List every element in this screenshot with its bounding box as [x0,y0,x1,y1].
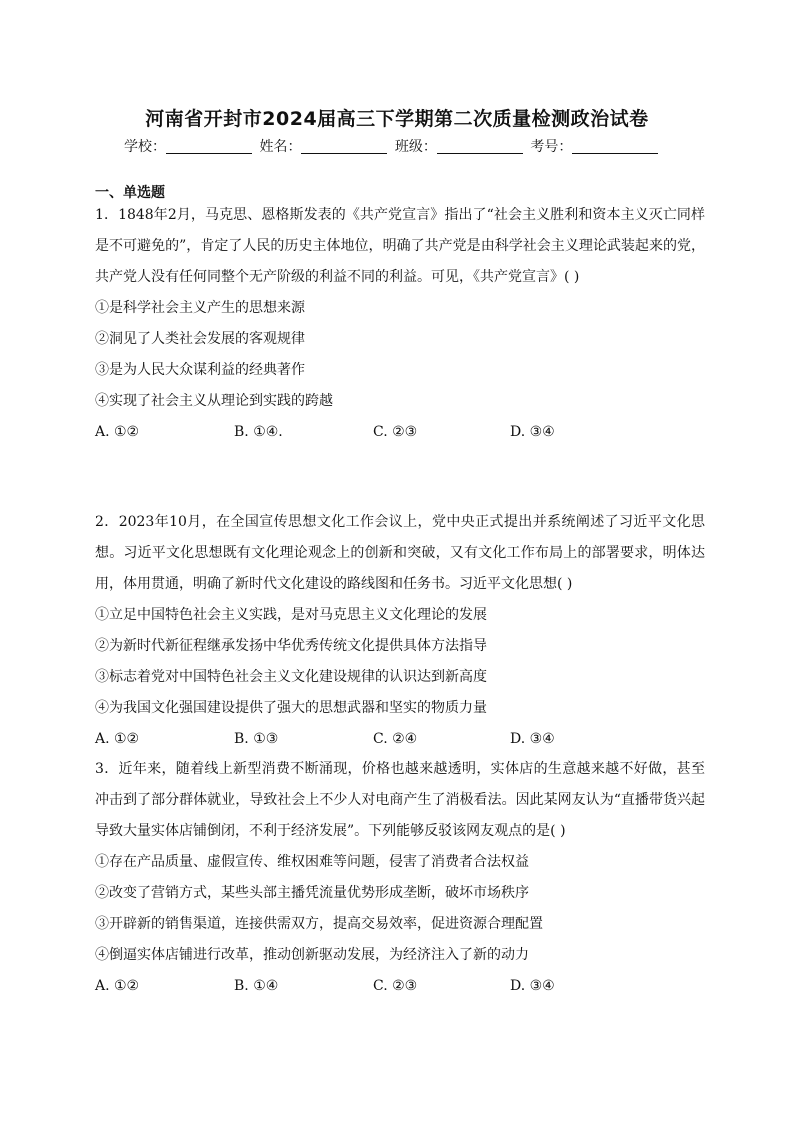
exam-number-blank [572,139,658,154]
choice-c: C. ②③ [373,424,418,440]
name-label: 姓名： [259,139,302,155]
statement-option: ①存在产品质量、虚假宣传、维权困难等问题，侵害了消费者合法权益 [95,854,529,870]
school-label: 学校： [124,139,166,155]
choice-b: B. ①④. [234,424,283,440]
question-3 [95,754,705,1002]
question-1 [95,200,705,448]
statement-option: ④倒逼实体店铺进行改革，推动创新驱动发展，为经济注入了新的动力 [95,947,529,963]
choice-a: A. ①② [95,978,140,994]
statement-option: ③开辟新的销售渠道，连接供需双方，提高交易效率，促进资源合理配置 [95,916,543,932]
statement-option: ②为新时代新征程继承发扬中华优秀传统文化提供具体方法指导 [95,638,487,654]
choice-d: D. ③④ [510,424,555,440]
statement-option: ②洞见了人类社会发展的客观规律 [95,331,305,347]
statement-option: ③是为人民大众谋利益的经典著作 [95,362,305,378]
choice-d: D. ③④ [510,731,555,747]
question-stem: 2．2023年10月，在全国宣传思想文化工作会议上，党中央正式提出并系统阐述了习近平文化思想。习近平文化思想既有文化理论观念上的创新和突破，又有文化工作布局上的部署要求，明体达用，体用贯通，明确了新时代文化建设的路线图和任务书。习近平文化思想( ) [95,514,705,592]
choice-d: D. ③④ [510,978,555,994]
statement-option: ①立足中国特色社会主义实践，是对马克思主义文化理论的发展 [95,607,487,623]
choice-a: A. ①② [95,424,140,440]
class-label: 班级： [394,139,437,155]
class-blank [437,139,523,154]
choice-a: A. ①② [95,731,140,747]
statement-option: ③标志着党对中国特色社会主义文化建设规律的认识达到新高度 [95,669,487,685]
statement-option: ②改变了营销方式，某些头部主播凭流量优势形成垄断，破坏市场秩序 [95,885,529,901]
choice-b: B. ①③ [234,731,279,747]
school-blank [166,139,252,154]
answer-choices [95,724,705,755]
section-heading: 一、单选题 [95,185,165,201]
page-title: 河南省开封市2024届高三下学期第二次质量检测政治试卷 [145,108,649,130]
statement-option: ④实现了社会主义从理论到实践的跨越 [95,393,333,409]
statement-option: ④为我国文化强国建设提供了强大的思想武器和坚实的物质力量 [95,700,487,716]
choice-c: C. ②③ [373,978,418,994]
question-stem: 3．近年来，随着线上新型消费不断涌现，价格也越来越透明，实体店的生意越来越不好做，甚至冲击到了部分群体就业，导致社会上不少人对电商产生了消极看法。因此某网友认为“直播带货兴起导致大量实体店铺倒闭，不利于经济发展”。下列能够反驳该网友观点的是( ) [95,761,705,839]
choice-b: B. ①④ [234,978,279,994]
answer-choices [95,417,705,448]
answer-choices [95,971,705,1002]
question-2 [95,507,705,755]
student-info-line [124,136,661,156]
statement-option: ①是科学社会主义产生的思想来源 [95,300,305,316]
question-stem: 1．1848年2月，马克思、恩格斯发表的《共产党宣言》指出了“社会主义胜利和资本主义灭亡同样是不可避免的”，肯定了人民的历史主体地位，明确了共产党是由科学社会主义理论武装起来的党，共产党人没有任何同整个无产阶级的利益不同的利益。可见，《共产党宣言》( ) [95,207,705,285]
name-blank [301,139,387,154]
exam-number-label: 考号： [530,139,573,155]
choice-c: C. ②④ [373,731,418,747]
